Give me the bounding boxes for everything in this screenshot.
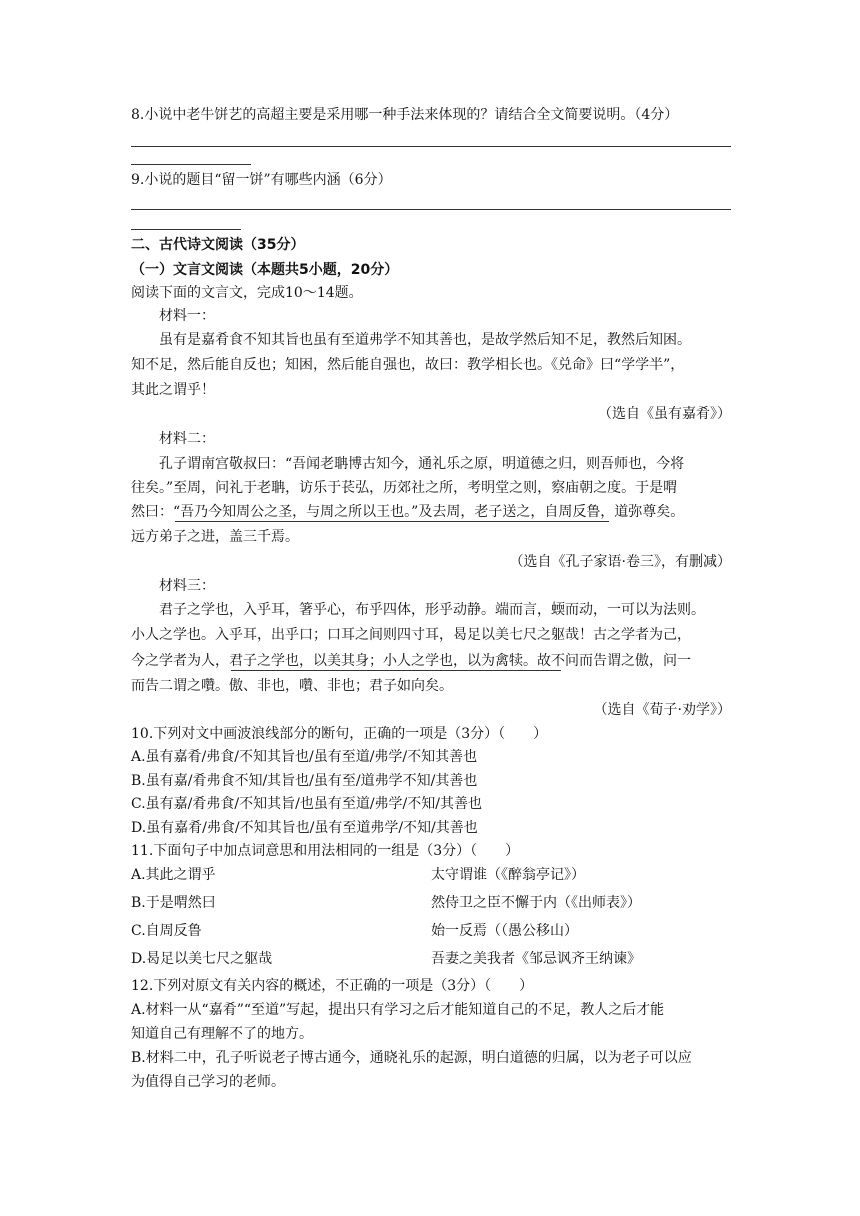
material-1-line: 知不足，然后能自反也；知困，然后能自强也，故曰：教学相长也。《兑命》曰“学学半”， (131, 357, 685, 373)
material-2-label: 材料二： (159, 431, 215, 447)
material-2-line: 然曰：“吾乃今知周公之圣，与周之所以王也。”及去周，老子送之，自周反鲁，道弥尊矣。 (131, 504, 685, 520)
answer-line (131, 209, 731, 210)
material-1-line: 其此之谓乎！ (131, 382, 215, 398)
q11-option-b-right: 然侍卫之臣不懈于内（《出师表》） (431, 895, 641, 911)
q12-option-line: B.材料二中，孔子听说老子博古通今，通晓礼乐的起源，明白道德的归属，以为老子可以应 (131, 1050, 692, 1066)
question-8: 8.小说中老牛饼艺的高超主要是采用哪一种手法来体现的？请结合全文简要说明。（4分） (131, 107, 679, 123)
q11-option-a-left: A.其此之谓乎 (131, 867, 216, 883)
material-2-source: （选自《孔子家语·卷三》，有删减） (509, 554, 731, 570)
question-10: 10.下列对文中画波浪线部分的断句，正确的一项是（3分）（ ） (131, 726, 548, 742)
material-1-label: 材料一： (159, 308, 215, 324)
material-3-line: 小人之学也。入乎耳，出乎口；口耳之间则四寸耳，曷足以美七尺之躯哉！古之学者为己， (131, 627, 691, 643)
material-3-label: 材料三： (159, 578, 215, 594)
material-3-line: 君子之学也，入乎耳，箸乎心，布乎四体，形乎动静。端而言，蝡而动，一可以为法则。 (159, 602, 705, 618)
q10-option-c: C.虽有嘉/肴弗食/不知其旨/也虽有至道/弗学/不知/其善也 (131, 796, 482, 812)
underline-mark (231, 670, 561, 671)
q11-option-c-left: C.自周反鲁 (131, 923, 202, 939)
q12-option-line: A.材料一从“嘉肴”“至道”写起，提出只有学习之后才能知道自己的不足，教人之后才能 (131, 1002, 665, 1018)
q12-option-line: 知道自己有理解不了的地方。 (131, 1026, 313, 1042)
material-1-line: 虽有是嘉肴食不知其旨也虽有至道弗学不知其善也，是故学然后知不足，教然后知困。 (159, 332, 691, 348)
subsection-heading: （一）文言文阅读（本题共5小题，20分） (131, 262, 399, 278)
section-heading: 二、古代诗文阅读（35分） (131, 237, 305, 253)
material-3-line: 而告二谓之囋。傲、非也，囋、非也；君子如向矣。 (131, 678, 453, 694)
material-3-source: （选自《荀子·劝学》） (593, 702, 731, 718)
material-3-line: 今之学者为人，君子之学也，以美其身；小人之学也，以为禽犊。故不问而告谓之傲，问一 (131, 653, 691, 669)
question-11: 11.下面句子中加点词意思和用法相同的一组是（3分）（ ） (131, 843, 520, 859)
q10-option-a: A.虽有嘉肴/弗食/不知其旨也/虽有至道/弗学/不知其善也 (131, 749, 478, 765)
material-2-line: 往矣。”至周，问礼于老聃，访乐于苌弘，历郊社之所，考明堂之则，察庙朝之度。于是喟 (131, 480, 678, 496)
question-9: 9.小说的题目“留一饼”有哪些内涵（6分） (131, 172, 392, 188)
reading-instruction: 阅读下面的文言文，完成10～14题。 (131, 285, 363, 301)
q11-option-b-left: B.于是喟然曰 (131, 895, 216, 911)
q12-option-line: 为值得自己学习的老师。 (131, 1074, 285, 1090)
q11-option-d-left: D.曷足以美七尺之躯哉 (131, 951, 273, 967)
q11-option-d-right: 吾妻之美我者《邹忌讽齐王纳谏》 (431, 951, 641, 967)
q11-option-c-right: 始一反焉（（愚公移山） (431, 923, 578, 939)
q11-option-a-right: 太守谓谁（《醉翁亭记》） (431, 867, 585, 883)
material-1-source: （选自《虽有嘉肴》） (598, 406, 731, 422)
q10-option-b: B.虽有嘉/肴弗食不知/其旨也/虽有至/道弗学不知/其善也 (131, 773, 478, 789)
answer-line (131, 229, 241, 230)
underline-mark (175, 521, 609, 522)
material-2-line: 孔子谓南宫敬叔曰：“吾闻老聃博古知今，通礼乐之原，明道德之归，则吾师也，今将 (159, 456, 685, 472)
answer-line (131, 164, 251, 165)
question-12: 12.下列对原文有关内容的概述，不正确的一项是（3分）（ ） (131, 978, 534, 994)
material-2-line: 远方弟子之进，盖三千焉。 (131, 529, 299, 545)
q10-option-d: D.虽有嘉肴/弗食/不知其旨也/虽有至道弗学/不知/其善也 (131, 820, 478, 836)
answer-line (131, 146, 731, 147)
